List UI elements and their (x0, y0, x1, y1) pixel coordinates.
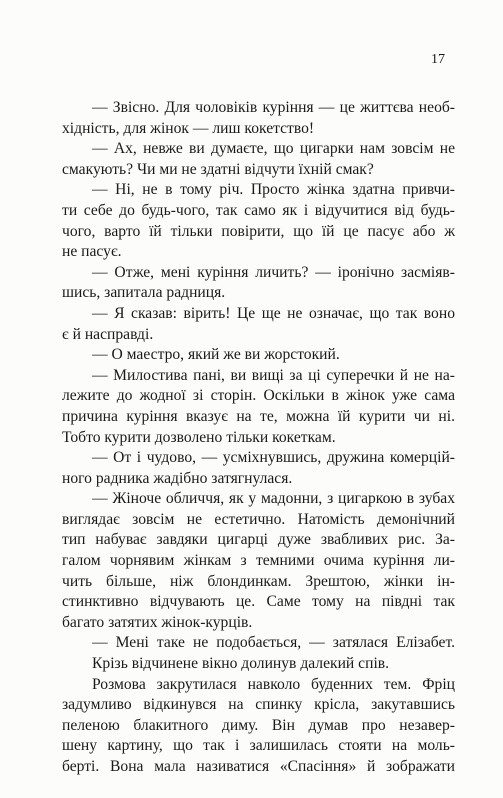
text-line: виглядає зовсім не естетично. Натомість демонічний (62, 510, 455, 528)
text-line: чить більше, ніж блондинкам. Зрештою, жінки ін- (62, 572, 455, 590)
body-text (62, 98, 455, 778)
text-line: — Мені таке не подобається, — затялася Елізабет. (92, 634, 455, 652)
text-line: ти себе до будь-чого, так само як і відучитися від будь- (62, 201, 455, 219)
text-line: шись, запитала радниця. (62, 284, 226, 302)
text-line: берті. Вона мала називатися «Спасіння» й зображати (62, 758, 455, 775)
text-line: Крізь відчинене вікно долинув далекий спів. (92, 655, 390, 673)
text-line: галом чорнявим жінкам з темними очима куріння ли- (62, 552, 455, 570)
text-line: тип набуває завдяки цигарці дуже звабливих рис. За- (62, 531, 455, 549)
text-line: — Милостива пані, ви вищі за ці суперечки й не на- (92, 366, 455, 384)
text-line: — О маестро, який же ви жорстокий. (92, 346, 340, 364)
text-line: Розмова закрутилася навколо буденних тем. Фріц (92, 675, 455, 693)
text-line: стинктивно відчувають це. Саме тому на півдні так (62, 593, 455, 611)
text-line: багато затятих жінок-курців. (62, 613, 253, 631)
text-line: — Отже, мені куріння личить? — іронічно засміяв- (92, 263, 455, 281)
text-line: смакують? Чи ми не здатні відчути їхній смак? (62, 160, 374, 178)
page-number: 17 (431, 52, 445, 67)
text-line: шену картину, що так і залишилась стояти на моль- (62, 737, 455, 755)
text-line: є й насправді. (62, 325, 154, 343)
text-line: хідність, для жінок — лиш кокетство! (62, 119, 315, 137)
text-line: — От і чудово, — усміхнувшись, дружина комерцій- (92, 449, 455, 467)
text-line: Тобто курити дозволено тільки кокеткам. (62, 428, 336, 446)
text-line: чого, варто їй тільки повірити, що їй це пасує або ж (62, 222, 455, 240)
text-line: не пасує. (62, 243, 122, 261)
text-line: пеленою блакитного диму. Він думав про незавер- (62, 716, 455, 734)
text-line: задумливо відкинувся на спинку крісла, закутавшись (62, 696, 455, 714)
text-line: — Жіноче обличчя, як у мадонни, з цигаркою в зубах (92, 490, 455, 508)
text-line: — Ні, не в тому річ. Просто жінка здатна привчи- (92, 181, 455, 199)
text-line: — Звісно. Для чоловіків куріння — це життєва необ- (92, 99, 455, 116)
text-line: причина куріння вказує на те, можна їй курити чи ні. (62, 407, 455, 425)
text-line: — Я сказав: вірить! Це ще не означає, що так воно (92, 304, 455, 322)
text-line: лежите до жодної зі сторін. Оскільки в жінок уже сама (62, 387, 455, 405)
text-line: — Ах, невже ви думаєте, що цигарки нам зовсім не (92, 140, 455, 158)
text-line: ного радника жадібно затягнулася. (62, 469, 293, 487)
